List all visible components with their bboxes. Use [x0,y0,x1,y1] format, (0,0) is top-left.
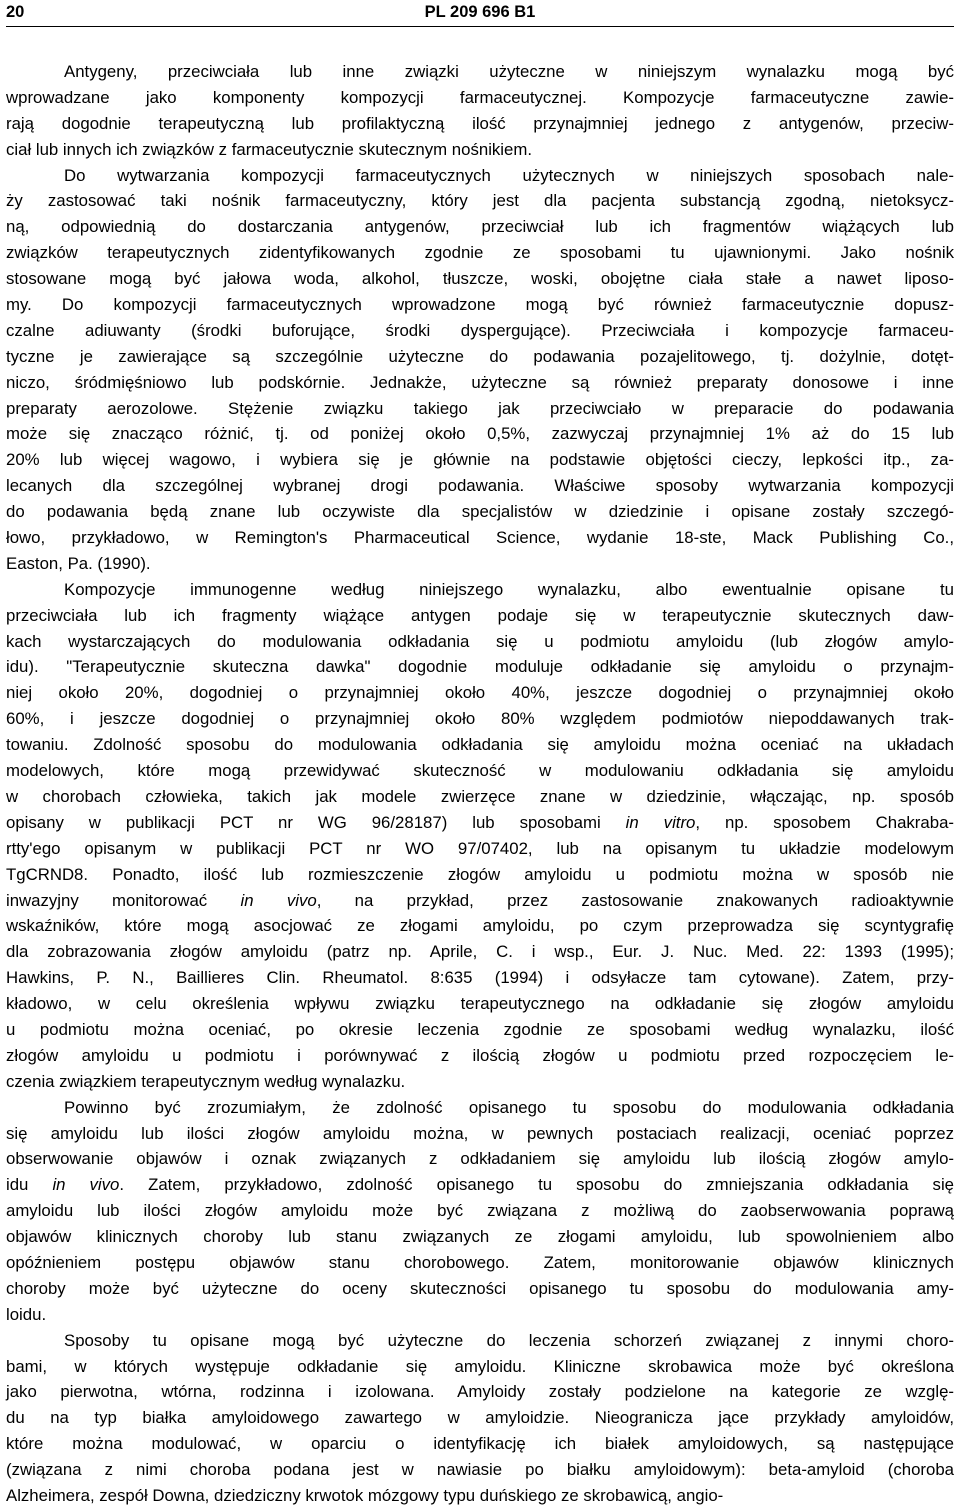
text-line: tyczne je zawierające są szczególnie użyteczne do podawania pozajelitowego, tj. dożylnie, dotęt- [6,346,954,366]
text-line: czalne adiuwanty (środki buforujące, środki dyspergujące). Przeciwciała i kompozycje farmaceu- [6,320,954,340]
text-line: może się znacząco różnić, tj. od poniżej około 0,5%, zazwyczaj przynajmniej 1% aż do 15 lub [6,424,954,444]
paragraph [6,577,954,1095]
text-line: złogów amyloidu u podmiotu i porównywać z ilością złogów u podmiotu przed rozpoczęciem le- [6,1045,954,1065]
text-line: do podawania będą znane lub oczywiste dla specjalistów w dziedzinie i opisane zostały szczegó- [6,502,954,522]
text-line: modelowych, które mogą przewidywać skuteczność w modulowaniu odkładania się amyloidu [6,761,954,781]
document-body [6,59,954,1509]
text-line: loidu. [6,1304,47,1324]
text-line: się amyloidu lub ilości złogów amyloidu można, w pewnych postaciach realizacji, oceniać poprzez [6,1123,954,1143]
text-line: niczo, śródmięśniowo lub podskórnie. Jednakże, użyteczne są również preparaty donosowe i inne [6,372,954,392]
text-line: Kompozycje immunogenne według niniejszego wynalazku, albo ewentualnie opisane tu [64,579,954,599]
text-line: związków terapeutycznych zidentyfikowanych zgodnie ze sposobami tu ujawnionymi. Jako nośnik [6,243,954,263]
text-line: TgCRND8. Ponadto, ilość lub rozmieszczenie złogów amyloidu u podmiotu można w sposób nie [6,864,954,884]
text-line: Alzheimera, zespół Downa, dziedziczny krwotok mózgowy typu duńskiego ze skrobawicą, angio- [6,1485,724,1505]
text-line: stosowane mogą być jałowa woda, alkohol, tłuszcze, woski, obojętne ciała stałe a nawet liposo- [6,269,954,289]
text-line: ciał lub innych ich związków z farmaceutycznie skutecznym nośnikiem. [6,139,533,159]
text-line: niej około 20%, dogodniej o przynajmniej około 40%, jeszcze dogodniej o przynajmniej około [6,683,954,703]
text-line: preparaty aerozolowe. Stężenie związku takiego jak przeciwciało w preparacie do podawania [6,398,954,418]
publication-id: PL 209 696 B1 [424,3,536,21]
text-line: bami, w których występuje odkładanie się amyloidu. Kliniczne skrobawica może być określona [6,1356,954,1376]
text-line: 20% lub więcej wagowo, i wybiera się je głównie na podstawie objętości cieczy, lepkości itp., za- [6,450,954,470]
text-line: u podmiotu można oceniać, po okresie leczenia zgodnie ze sposobami według wynalazku, ilość [6,1019,954,1039]
text-line: przeciwciała lub ich fragmenty wiążące antygen podaje się w terapeutycznie skutecznych daw- [6,605,954,625]
text-line: choroby może być użyteczne do oceny skuteczności opisanego tu sposobu do modulowania amy- [6,1278,954,1298]
header-rule [6,26,954,27]
text-line: łowo, przykładowo, w Remington's Pharmaceutical Science, wydanie 18-ste, Mack Publishing Co., [6,528,954,548]
text-line: ży zastosować taki nośnik farmaceutyczny, który jest dla pacjenta substancją zgodną, nietoksycz- [6,191,954,211]
text-line: kach wystarczających do modulowania odkładania się u podmiotu amyloidu (lub złogów amylo- [6,631,954,651]
text-line: Sposoby tu opisane mogą być użyteczne do leczenia schorzeń związanej z innymi choro- [64,1330,954,1350]
paragraph [6,1095,954,1328]
text-line: Do wytwarzania kompozycji farmaceutycznych użytecznych w niniejszych sposobach nale- [64,165,954,185]
text-line: Hawkins, P. N., Baillieres Clin. Rheumatol. 8:635 (1994) i odsyłacze tam cytowane). Zatem, przy- [6,968,954,988]
text-line: du na typ białka amyloidowego zawartego w amyloidzie. Nieogranicza jące przykłady amyloidów, [6,1408,954,1428]
text-line: Antygeny, przeciwciała lub inne związki użyteczne w niniejszym wynalazku mogą być [64,62,954,81]
paragraph [6,59,954,163]
text-line: objawów klinicznych choroby lub stanu związanych ze złogami amyloidu, lub spowolnieniem albo [6,1227,954,1247]
text-line: lecanych dla szczególnej wybranej drogi podawania. Właściwe sposoby wytwarzania kompozycji [6,476,954,496]
page-number: 20 [6,3,25,21]
text-line: my. Do kompozycji farmaceutycznych wprowadzone mogą być również farmaceutycznie dopusz- [6,295,954,315]
text-line: kładowo, w celu określenia wpływu związku terapeutycznego na odkładanie się złogów amyloidu [6,994,954,1014]
text-line: idu in vivo. Zatem, przykładowo, zdolność opisanego tu sposobu do zmniejszania odkładania się [6,1175,954,1195]
text-line: w chorobach człowieka, takich jak modele zwierzęce znane w dziedzinie, włączając, np. sposób [6,786,954,806]
text-line: jako pierwotna, wtórna, rodzinna i izolowana. Amyloidy zostały podzielone na kategorie ze wzglę- [6,1382,954,1402]
text-line: opisany w publikacji PCT nr WG 96/28187) lub sposobami in vitro, np. sposobem Chakraba- [6,812,954,832]
text-line: które można modulować, w oparciu o identyfikację ich białek amyloidowych, są następujące [6,1434,954,1454]
text-line: Powinno być zrozumiałym, że zdolność opisanego tu sposobu do modulowania odkładania [64,1097,954,1117]
text-line: czenia związkiem terapeutycznym według wynalazku. [6,1071,406,1091]
text-line: ną, odpowiednią do dostarczania antygenów, przeciwciał lub ich fragmentów wiążących lub [6,217,954,237]
text-line: wskaźników, które mogą asocjować ze złogami amyloidu, po czym przeprowadza się scyntygrafię [6,916,954,936]
text-line: inwazyjny monitorować in vivo, na przykład, przez zastosowanie znakowanych radioaktywnie [6,890,954,910]
text-line: obserwowanie objawów i oznak związanych z odkładaniem się amyloidu lub ilością złogów amylo- [6,1149,954,1169]
paragraph [6,163,954,577]
text-line: rtty'ego opisanym w publikacji PCT nr WO 97/07402, lub na opisanym tu układzie modelowym [6,838,954,858]
text-line: amyloidu lub ilości złogów amyloidu może być związana z możliwą do zaobserwowania poprawą [6,1201,954,1221]
text-line: wprowadzane jako komponenty kompozycji farmaceutycznej. Kompozycje farmaceutyczne zawie- [6,87,954,107]
paragraph [6,1328,954,1509]
text-line: idu). "Terapeutycznie skuteczna dawka" dogodnie moduluje odkładanie się amyloidu o przynajm- [6,657,954,677]
text-line: towaniu. Zdolność sposobu do modulowania odkładania się amyloidu można oceniać na układach [6,735,954,755]
text-line: (związana z nimi choroba podana jest w nawiasie po białku amyloidowym): beta-amyloid (choroba [6,1460,954,1480]
text-line: 60%, i jeszcze dogodniej o przynajmniej około 80% względem podmiotów niepoddawanych trak- [6,709,954,729]
text-line: rają dogodnie terapeutyczną lub profilaktyczną ilość przynajmniej jednego z antygenów, przeciw- [6,113,954,133]
text-line: Easton, Pa. (1990). [6,553,151,573]
page-header [6,0,954,30]
text-line: dla zobrazowania złogów amyloidu (patrz np. Aprile, C. i wsp., Eur. J. Nuc. Med. 22: 1393 (1995); [6,942,954,962]
text-line: opóźnieniem postępu objawów stanu chorobowego. Zatem, monitorowanie objawów klinicznych [6,1252,954,1272]
